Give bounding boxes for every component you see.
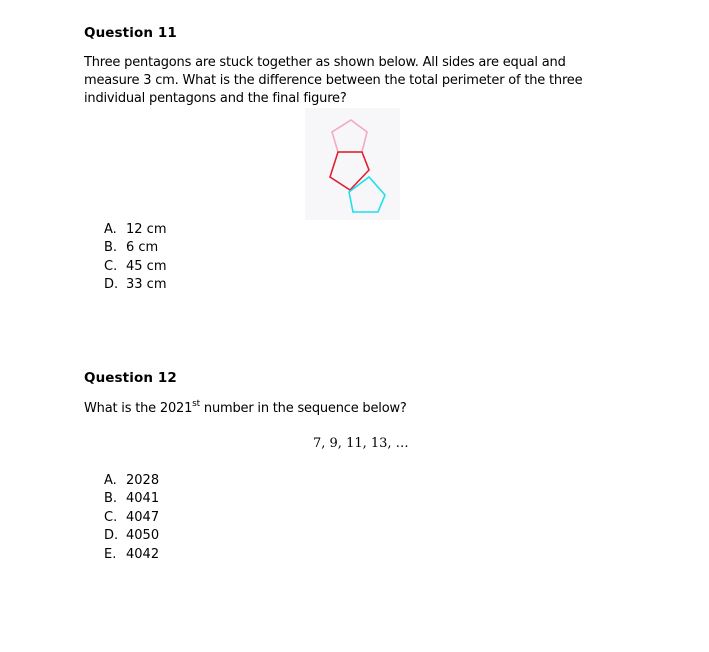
option-letter: B. bbox=[104, 240, 118, 255]
q12-option-d[interactable] bbox=[104, 527, 159, 545]
option-letter: A. bbox=[104, 473, 117, 488]
option-letter: C. bbox=[104, 510, 118, 525]
option-letter: A. bbox=[104, 222, 117, 237]
question-12-title: Question 12 bbox=[84, 370, 177, 386]
question-11-prompt bbox=[84, 54, 684, 108]
q11-option-b[interactable] bbox=[104, 239, 158, 257]
q12-option-c[interactable] bbox=[104, 509, 159, 527]
option-text: 4047 bbox=[126, 510, 160, 525]
option-text: 4050 bbox=[126, 528, 160, 543]
pentagons-figure bbox=[305, 108, 400, 220]
option-text: 2028 bbox=[126, 473, 160, 488]
option-text: 45 cm bbox=[126, 259, 167, 274]
ordinal-suffix: st bbox=[192, 398, 200, 409]
q11-option-a[interactable] bbox=[104, 221, 167, 239]
q11-option-d[interactable] bbox=[104, 276, 167, 294]
figure-background bbox=[305, 108, 400, 220]
option-text: 33 cm bbox=[126, 277, 167, 292]
question-11-prompt-line-3: individual pentagons and the final figure? bbox=[84, 91, 347, 106]
option-letter: D. bbox=[104, 528, 119, 543]
question-12-prompt-start: What is the 2021 bbox=[84, 401, 193, 416]
question-11-title: Question 11 bbox=[84, 25, 177, 41]
q11-option-c[interactable] bbox=[104, 258, 167, 276]
option-text: 4041 bbox=[126, 491, 160, 506]
option-letter: D. bbox=[104, 277, 119, 292]
question-12-prompt-end: number in the sequence below? bbox=[200, 401, 407, 416]
option-text: 4042 bbox=[126, 547, 160, 562]
question-12-prompt bbox=[84, 400, 407, 418]
question-11-prompt-line-1: Three pentagons are stuck together as shown below. All sides are equal and bbox=[84, 55, 566, 70]
number-sequence: 7, 9, 11, 13, … bbox=[313, 436, 409, 451]
option-text: 12 cm bbox=[126, 222, 167, 237]
q12-option-a[interactable] bbox=[104, 472, 159, 490]
question-11-prompt-line-2: measure 3 cm. What is the difference between the total perimeter of the three bbox=[84, 73, 583, 88]
option-text: 6 cm bbox=[126, 240, 159, 255]
option-letter: E. bbox=[104, 547, 117, 562]
option-letter: B. bbox=[104, 491, 118, 506]
q12-option-e[interactable] bbox=[104, 546, 159, 564]
q12-option-b[interactable] bbox=[104, 490, 159, 508]
option-letter: C. bbox=[104, 259, 118, 274]
